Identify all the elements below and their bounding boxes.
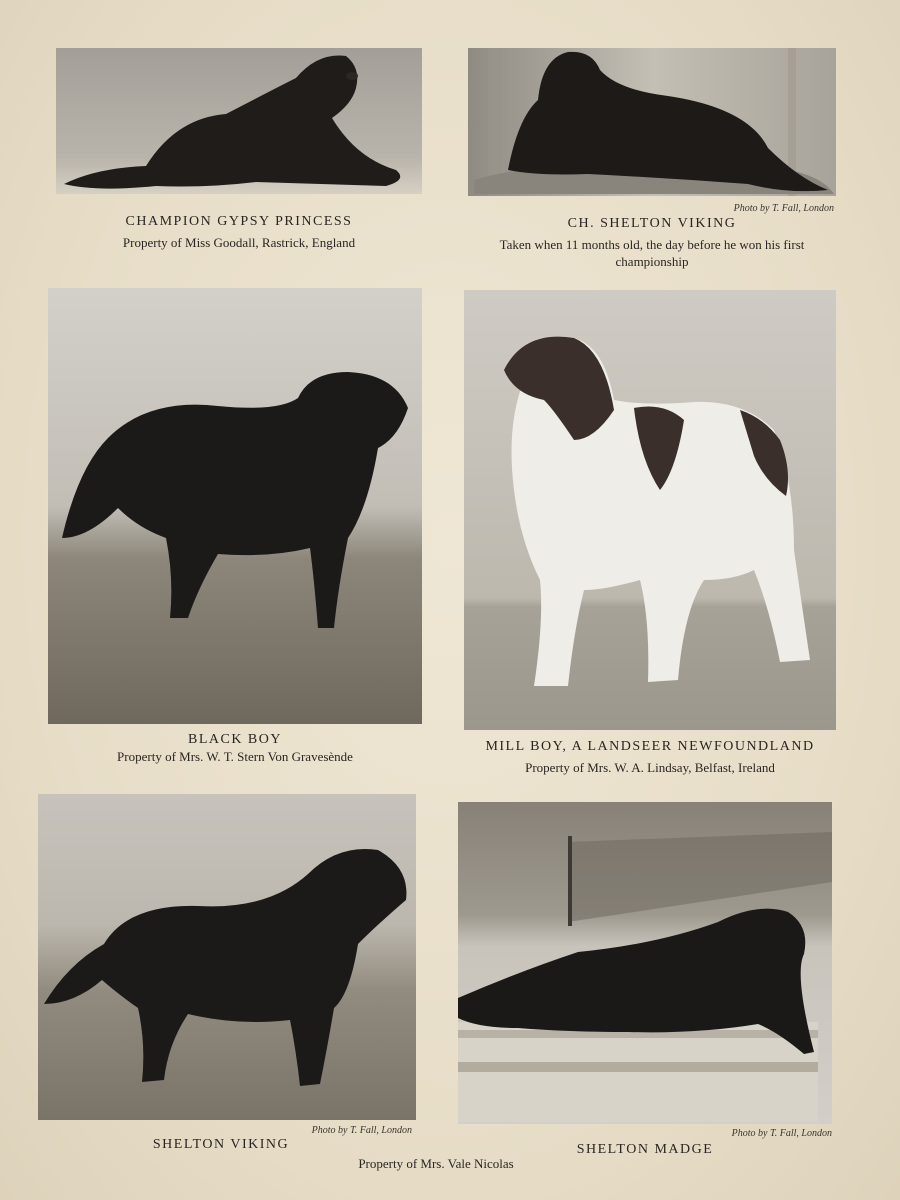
photo-champion-gypsy-princess [56,48,422,194]
plate-owner: Taken when 11 months old, the day before he won his first championship [499,237,805,269]
photo-credit: Photo by T. Fall, London [731,1128,832,1139]
dog-lying-basket-image [458,802,832,1124]
dog-standing-grass-image [48,288,422,724]
plate-owner: Property of Miss Goodall, Rastrick, England [122,235,356,250]
plate-title: SHELTON MADGE [576,1142,714,1157]
plate-title: CHAMPION GYPSY PRINCESS [125,214,353,229]
plate-owner: Property of Mrs. W. T. Stern Von Gravesènde [117,749,353,764]
plate-title: CH. SHELTON VIKING [567,216,737,231]
dog-standing-image [38,794,416,1120]
photo-black-boy [48,288,422,724]
photo-credit: Photo by T. Fall, London [733,203,834,214]
photo-shelton-madge [458,802,832,1124]
plate-owner: Property of Mrs. W. A. Lindsay, Belfast, Ireland [525,760,775,775]
photo-mill-boy [464,290,836,730]
dog-lying-rock-image [468,48,836,196]
landseer-dog-standing-image [464,290,836,730]
shared-owner-caption: Property of Mrs. Vale Nicolas [358,1156,514,1171]
photo-credit: Photo by T. Fall, London [311,1125,412,1136]
photo-ch-shelton-viking [468,48,836,196]
plate-title: BLACK BOY [187,732,282,747]
dog-lying-image [56,48,422,194]
photo-shelton-viking [38,794,416,1120]
plate-title: MILL BOY, A LANDSEER NEWFOUNDLAND [485,739,815,754]
plate-title: SHELTON VIKING [152,1137,290,1152]
